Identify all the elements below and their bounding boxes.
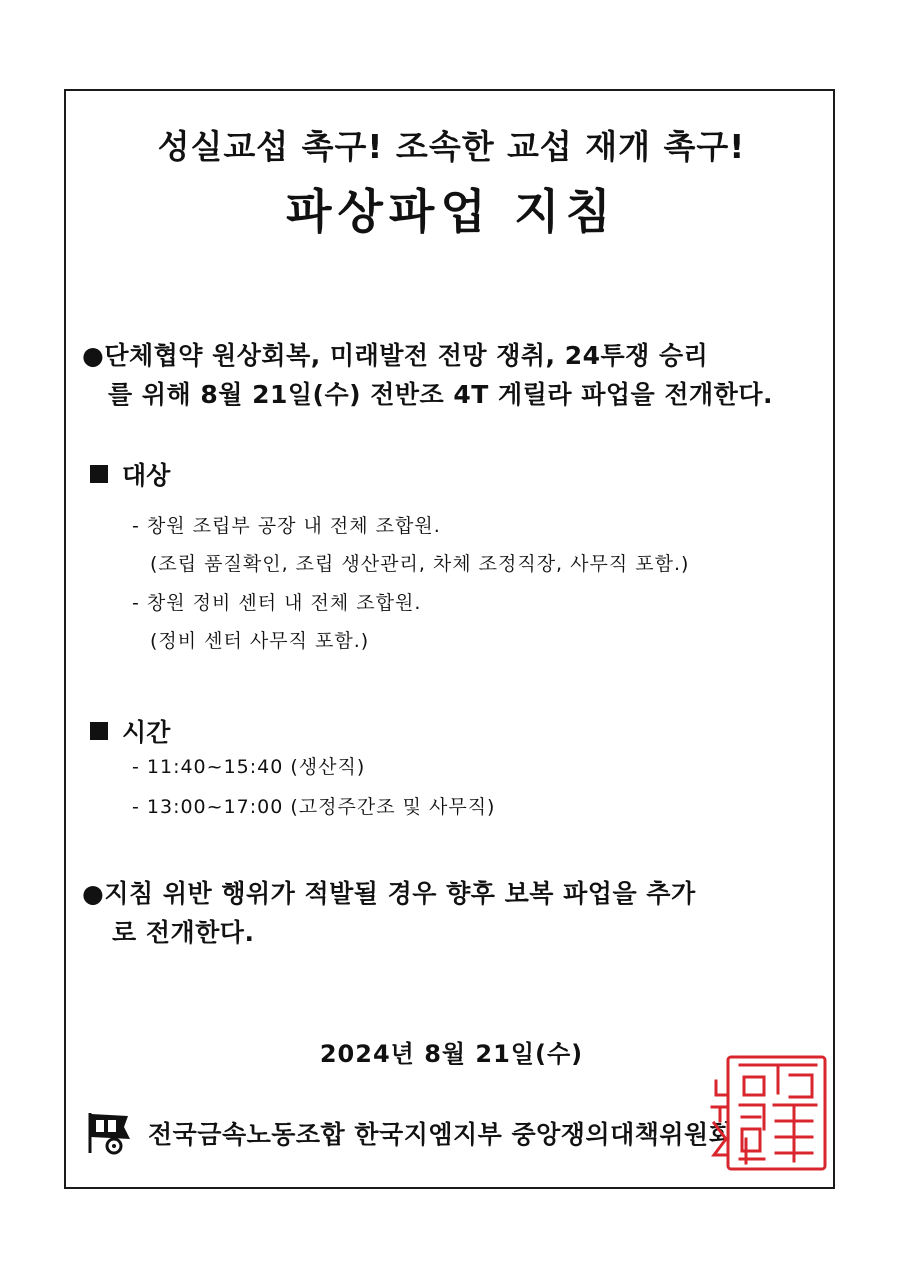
red-official-seal-icon <box>706 1051 831 1176</box>
warning-line-1: ●지침 위반 행위가 적발될 경우 향후 보복 파업을 추가 <box>82 879 696 908</box>
document-date: 2024년 8월 21일(수) <box>319 1040 584 1068</box>
notice-frame <box>64 89 835 1189</box>
target-section-heading: 대상 <box>90 456 170 492</box>
warning-line-2: 로 전개한다. <box>112 918 255 947</box>
target-item-note: (정비 센터 사무직 포함.) <box>150 630 370 652</box>
target-item: - 창원 정비 센터 내 전체 조합원. <box>132 592 422 614</box>
target-item-note: (조립 품질확인, 조립 생산관리, 차체 조정직장, 사무직 포함.) <box>150 553 690 575</box>
intro-line-1: ●단체협약 원상회복, 미래발전 전망 쟁취, 24투쟁 승리 <box>82 341 709 370</box>
union-flag-logo-icon <box>84 1109 134 1155</box>
square-bullet-icon <box>90 465 108 483</box>
time-section-heading: 시간 <box>90 713 170 749</box>
intro-line-2: 를 위해 8월 21일(수) 전반조 4T 게릴라 파업을 전개한다. <box>108 380 773 409</box>
square-bullet-icon <box>90 722 108 740</box>
time-item: - 13:00~17:00 (고정주간조 및 사무직) <box>132 796 496 818</box>
organization-name: 전국금속노동조합 한국지엠지부 중앙쟁의대책위원회 <box>148 1120 734 1149</box>
target-item: - 창원 조립부 공장 내 전체 조합원. <box>132 515 441 537</box>
headline: 성실교섭 촉구! 조속한 교섭 재개 촉구! <box>157 127 746 166</box>
page-title: 파상파업 지침 <box>286 185 617 240</box>
time-item: - 11:40~15:40 (생산직) <box>132 756 366 778</box>
